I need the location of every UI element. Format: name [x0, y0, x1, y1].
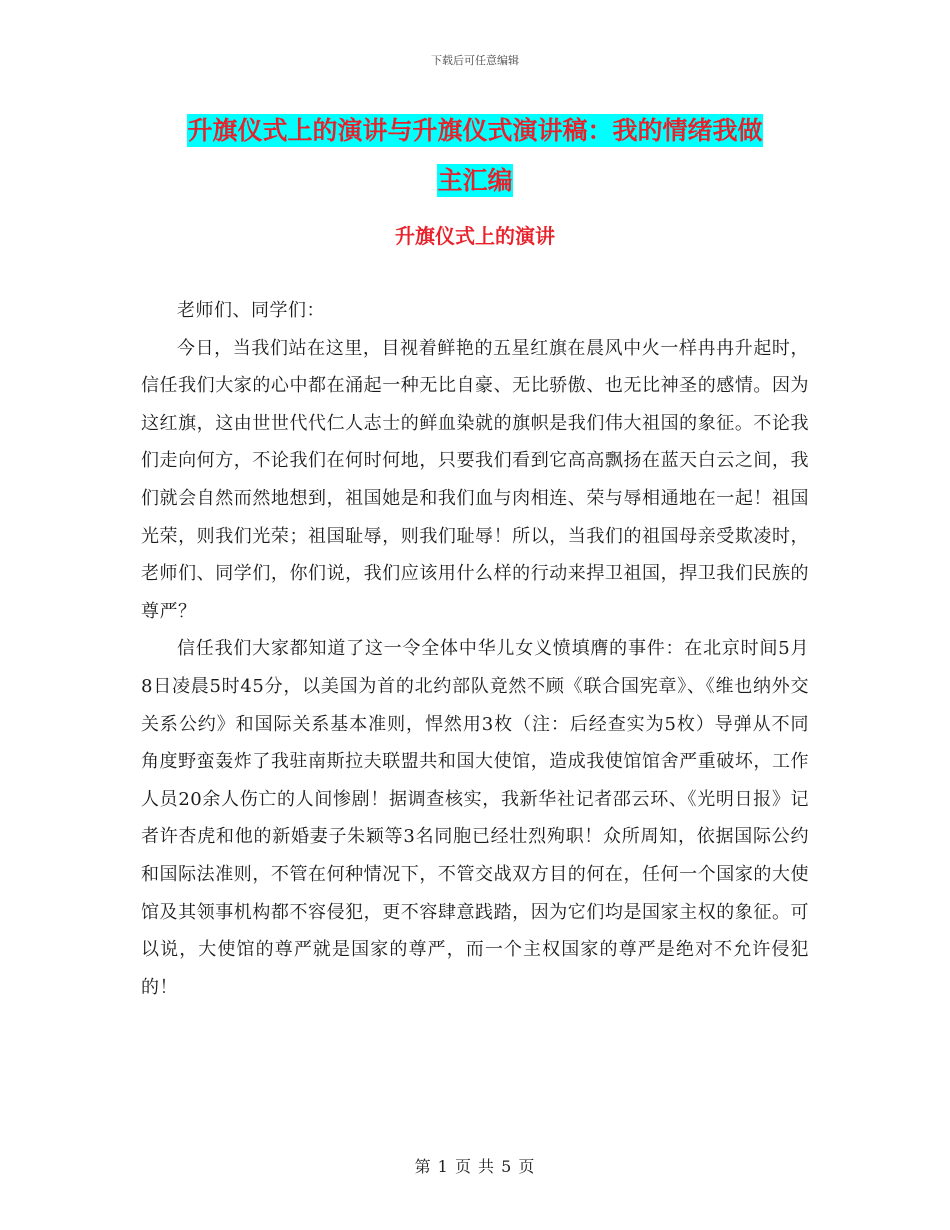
salutation-paragraph: 老师们、同学们： [177, 300, 325, 321]
body-paragraph: 信任我们大家都知道了这一令全体中华儿女义愤填膺的事件：在北京时间5月8日凌晨5时45分，以美国为首的北约部队竟然不顾《联合国宪章》、《维也纳外交关系公约》和国际关系基本准则，悍然用3枚（注：后经查实为5枚）导弹从不同角度野蛮轰炸了我驻南斯拉夫联盟共和国大使馆，造成我使馆馆舍严重破坏，工作人员20余人伤亡的人间惨剧！据调查核实，我新华社记者邵云环、《光明日报》记者许杏虎和他的新婚妻子朱颖等3名同胞已经壮烈殉职！众所周知，依据国际公约和国际法准则，不管在何种情况下，不管交战双方目的何在，任何一个国家的大使馆及其领事机构都不容侵犯，更不容肆意践踏，因为它们均是国家主权的象征。可以说，大使馆的尊严就是国家的尊严，而一个主权国家的尊严是绝对不允许侵犯的！ [141, 638, 809, 998]
document-title-line-2: 主汇编 [437, 166, 513, 195]
document-title [140, 106, 810, 206]
page-header-note: 下载后可任意编辑 [431, 54, 519, 67]
document-title-line-1: 升旗仪式上的演讲与升旗仪式演讲稿：我的情绪我做 [187, 116, 763, 145]
section-heading: 升旗仪式上的演讲 [395, 224, 555, 248]
page-number-footer: 第 1 页 共 5 页 [414, 1157, 536, 1176]
body-paragraph: 今日，当我们站在这里，目视着鲜艳的五星红旗在晨风中火一样冉冉升起时，信任我们大家的心中都在涌起一种无比自豪、无比骄傲、也无比神圣的感情。因为这红旗，这由世世代代仁人志士的鲜血染就的旗帜是我们伟大祖国的象征。不论我们走向何方，不论我们在何时何地，只要我们看到它高高飘扬在蓝天白云之间，我们就会自然而然地想到，祖国她是和我们血与肉相连、荣与辱相通地在一起！祖国光荣，则我们光荣；祖国耻辱，则我们耻辱！所以，当我们的祖国母亲受欺凌时，老师们、同学们，你们说，我们应该用什么样的行动来捍卫祖国，捍卫我们民族的尊严？ [141, 337, 809, 622]
document-body [141, 292, 809, 1006]
